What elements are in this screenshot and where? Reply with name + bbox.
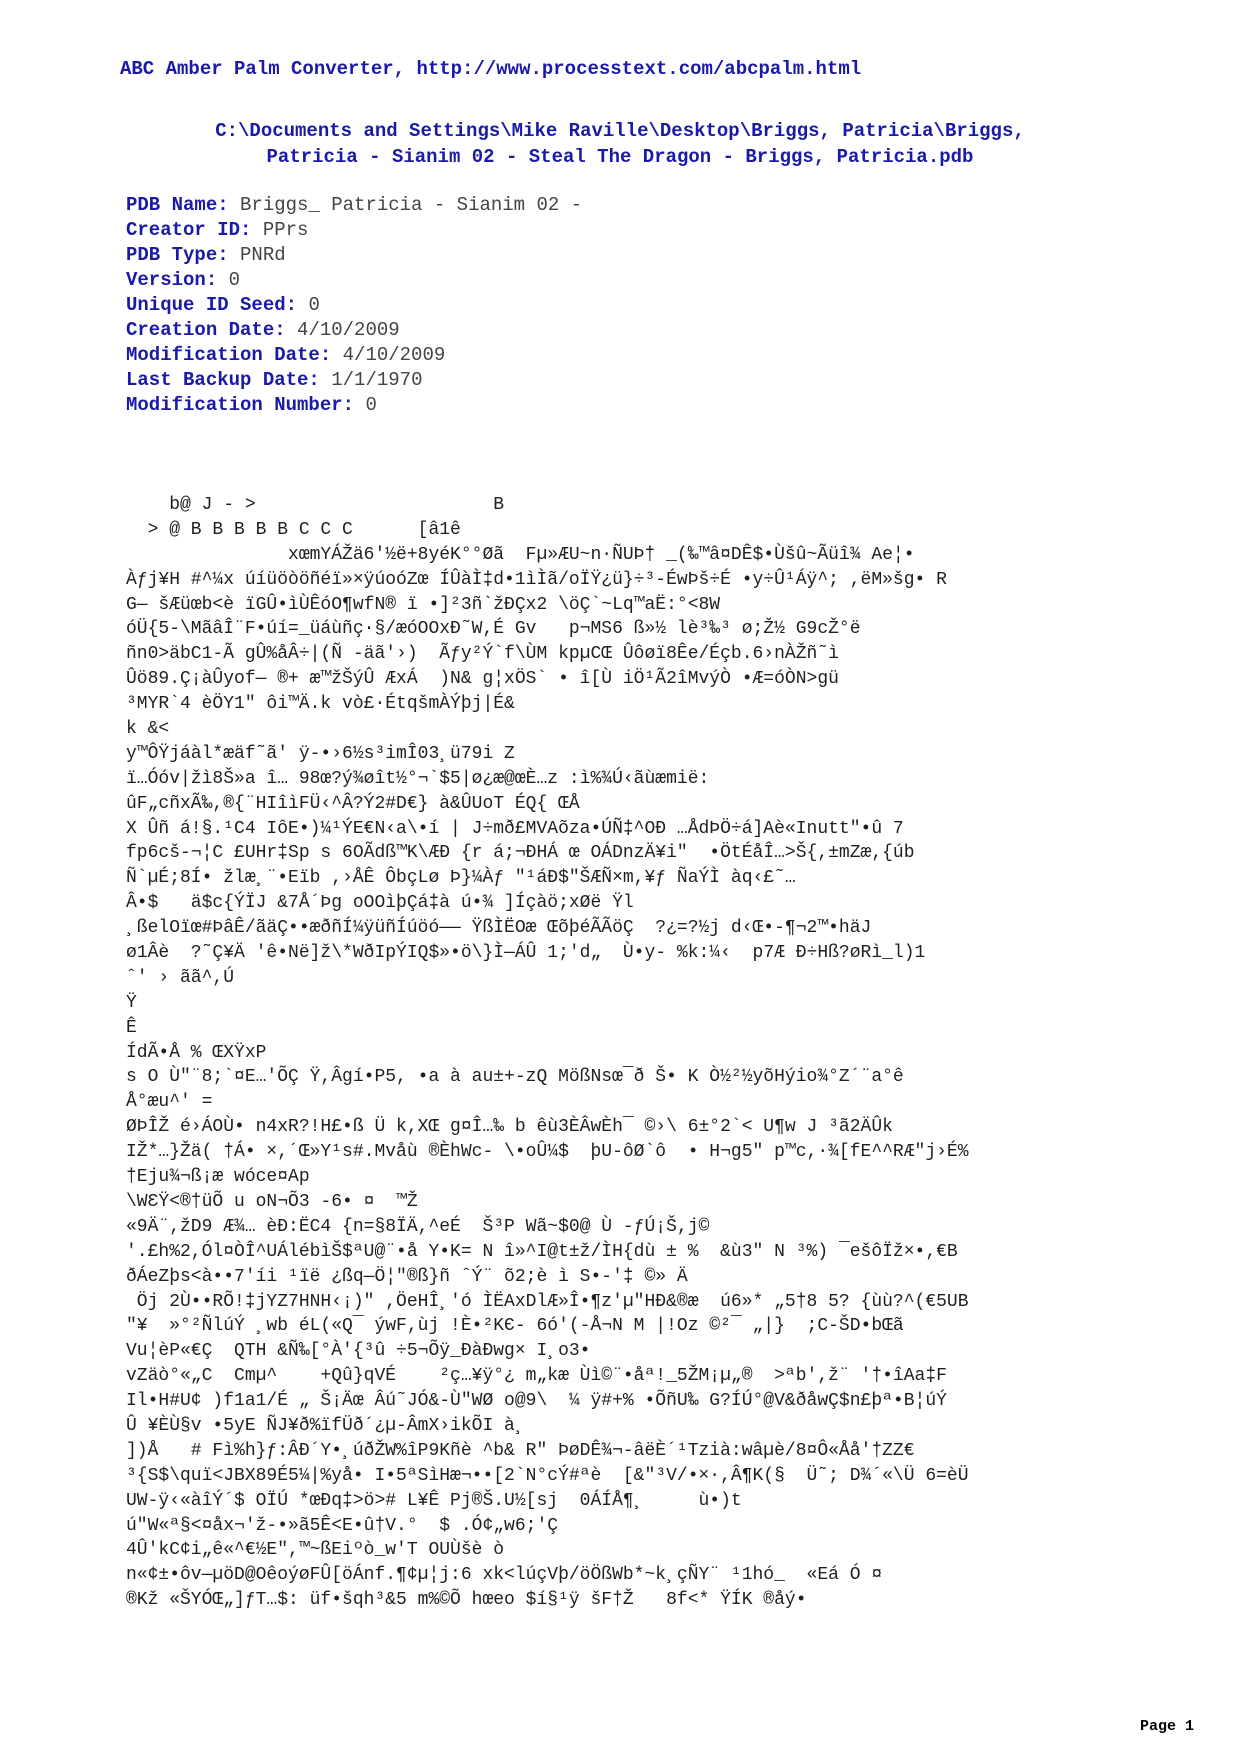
body-line: "¥ »°²ÑlúÝ ¸wb éL(«Q¯ ýwF,ùj !È•²KЄ- 6ó'(-Å¬N M |!Oz ©²¯ „|} ;C-ŠD•bŒã xyxy=(126,1316,904,1337)
body-line: b@ J - > B xyxy=(126,495,505,515)
body-line: Ñ`µÉ;8Í• žlæ¸¨•Eïb ,›ÅÊ ÔbçLø Þ}¼Àƒ "¹áÐ$"ŠÆÑ×m,¥ƒ ÑaÝÌ àq‹£˜… xyxy=(126,868,796,889)
body-line: n«¢±•ôv—µöD@OêoýøFÛ[öÁnf.¶¢µ¦j:6 xk<lúçVþ/öÖßWb*~k¸çÑY¨ ¹1hó_ «Eá Ó ¤ xyxy=(126,1565,883,1586)
body-line: ñn0>äbC1-Ã gÛ%åÂ÷|(Ñ -äã'›) Ãƒy²Ý`f\ÙM kpµCŒ Ûôøï8Êe/Éçb.6›nÀŽñ˜ì xyxy=(126,644,839,665)
meta-row xyxy=(126,293,1026,318)
body-line: ®Kž «ŠYÓŒ„]ƒT…$: üf•šqh³&5 m%©Õ hœeo $í§¹ÿ šF†Ž 8f<* ŸÍK ®åý• xyxy=(126,1590,807,1611)
meta-row xyxy=(126,243,1026,268)
body-line: Â•$ ä$c{ÝÏJ &7Å´Þg oOOìþÇá‡à ú•¾ ]Íçàö;xØë Ÿl xyxy=(126,893,634,914)
body-line: ø1Âè ?˜Ç¥Ä 'ê•Në]ž\*WðIpÝIQ$»•ö\}Ì—ÁÛ 1;'d„ Ù•y- %k:¼‹ p7Æ Ð÷Hß?øRì_l)1 xyxy=(126,943,926,964)
pdb-metadata xyxy=(126,193,1026,418)
body-line: ØÞÎŽ é›ÁOÙ• n4xR?!H£•ß Ü k,XŒ g¤Î…‰ b êù3ÈÂwÈh¯ ©›\ 6±°2`< U¶w J ³ã2ÄÛk xyxy=(126,1117,893,1138)
body-line: ³MYR`4 èÖY1" ôi™Ä.k vò£·ÉtqšmÀÝþj|É& xyxy=(126,694,515,715)
meta-label: Creation Date: xyxy=(126,319,286,341)
meta-row xyxy=(126,193,1026,218)
body-line: ÍdÃ•Å % ŒXŸxP xyxy=(126,1042,267,1063)
meta-label: Modification Date: xyxy=(126,344,332,366)
body-line: Ûö89.Ç¡àÛyof— ®+ æ™žŠýÛ ÆxÁ )N& g¦xÖS` • î[Ù iÖ¹Ã2îMvýÒ •Æ=óÒN>gü xyxy=(126,669,839,690)
meta-row xyxy=(126,343,1026,368)
file-path-line-2: Patricia - Sianim 02 - Steal The Dragon - Briggs, Patricia.pdb xyxy=(266,146,974,168)
body-line: Ê xyxy=(126,1017,137,1038)
body-line: G— šÆüœb<è ïGÛ•ìÙÊóO¶wfN® ï •]²3ñ`žÐÇx2 \öÇ`~Lq™aË:°<8W xyxy=(126,594,721,615)
body-line: IŽ*…}Žä( †Á• ×,´Œ»Y¹s#.Mvåù ®ÈhWc- \•oÛ¼$ þU-ôØ`ô • H¬g5" p™c,·¾[fE^^RÆ"j›É% xyxy=(126,1142,969,1163)
meta-label: PDB Type: xyxy=(126,244,229,266)
body-line: Àƒj¥H #^¼x úíüöòöñéï»×ÿúoóZœ ÍÛàÌ‡d•1ìÌã/oÏŸ¿ü}÷³-ÉwÞš÷É •y÷Û¹Áÿ^; ,ëM»šg• R xyxy=(126,569,947,590)
body-line: óÜ{5-\MãâÎ¨F•úí=_üáùñç·§/æóOOxÐ˜W,É Gv p¬MS6 ß»½ lè³‰³ ø;Ž½ G9cŽ°ë xyxy=(126,619,861,640)
meta-value: PNRd xyxy=(240,244,286,266)
body-line: ³{S$\quï<JBX89É5¼|%yå• I•5ªSìHæ¬••[2`N°cÝ#ªè [&"³V/•×·,Â¶K(§ Ü˜; D¾´«\Ü 6=èÜ xyxy=(126,1465,969,1486)
body-line: \WƐŸ<®†üÕ u oN¬Õ3 -6• ¤ ™Ž xyxy=(126,1191,418,1212)
body-line: k &< xyxy=(126,719,170,740)
meta-label: Modification Number: xyxy=(126,394,355,416)
meta-value: 0 xyxy=(308,294,320,316)
meta-value: Briggs_ Patricia - Sianim 02 - xyxy=(240,194,583,216)
body-line: vZäò°«„C Cmµ^ +Qû}qVÉ ²ç…¥ÿ°¿ m„kæ Ùì©¨•åª!_5ŽM¡µ„® >ªb',ž¨ '†•îAa‡F xyxy=(126,1366,947,1387)
meta-value: PPrs xyxy=(262,219,309,241)
body-line: Û ¥ÈÙ§v •5yE ÑJ¥ð%ïfÜð´¿µ-ÂmX›ikÕI à¸ xyxy=(126,1415,526,1436)
meta-label: Creator ID: xyxy=(126,219,252,241)
meta-row xyxy=(126,318,1026,343)
body-line: Å°æu^' = xyxy=(126,1092,213,1113)
source-file-path xyxy=(120,118,1120,170)
meta-value: 4/10/2009 xyxy=(342,344,446,366)
meta-value: 1/1/1970 xyxy=(331,369,423,391)
meta-row xyxy=(126,268,1026,293)
meta-row xyxy=(126,218,1026,243)
body-line: UW-ÿ‹«àîÝ´$ OÏÚ *œÐq‡>ö># L¥Ê Pj®Š.U½[sj 0ÁÍÅ¶¸ ù•)t xyxy=(126,1490,742,1511)
meta-value: 0 xyxy=(228,269,241,291)
page-number: Page 1 xyxy=(1140,1718,1195,1735)
body-line: '.£h%2,Ól¤ÒÎ^UÁlébìŠ$ªU@¨•å Y•K= N î»^I@t±ž/ÌH{dù ± % &ù3" N ³%) ¯ešôÏž×•,€B xyxy=(126,1241,958,1262)
meta-label: PDB Name: xyxy=(126,194,229,216)
body-line: «9Ä¨,žD9 Æ¾… èÐ:ËC4 {n=§8ÏÄ,^eÉ Š³P Wã~$0@ Ù -ƒÚ¡Š,j© xyxy=(126,1216,710,1237)
converter-header: ABC Amber Palm Converter, http://www.processtext.com/abcpalm.html xyxy=(120,58,862,80)
body-line: Öj 2Ù••RÕ!‡jYZ7HNH‹¡)" ,ÖeHÎ¸'ó ÌËAxDlÆ»Î•¶z'µ"HÐ&®æ ú6»* „5†8 5? {ùù?^(€5UB xyxy=(126,1291,969,1312)
file-path-line-1: C:\Documents and Settings\Mike Raville\Desktop\Briggs, Patricia\Briggs, xyxy=(215,120,1025,142)
body-line: > @ B B B B B C C C [â1ê xyxy=(126,519,461,540)
body-line: Vu¦èP«€Ç QTH &Ñ‰[°À'{³û ÷5¬Õÿ_ÐàÐwg× I¸o3• xyxy=(126,1341,591,1362)
body-line: ï…Óóv|žì8Š»a î… 98œ?ý¾øît½°¬`$5|ø¿æ@œÈ…z :ì%¾Ú‹ãùæmië: xyxy=(126,768,710,789)
meta-row xyxy=(126,368,1026,393)
meta-value: 0 xyxy=(365,394,377,416)
body-line: Ÿ xyxy=(126,992,137,1013)
body-line: s O Ù"¨8;`¤E…'ÕÇ Ÿ,Âgí•P5, •a à au±+-zQ MößNsœ¯ð Š• K Ò½²½yõHýio¾°Z´¨a°ê xyxy=(126,1067,904,1088)
body-line: Il•H#U¢ )f1a1/É „ Š¡Äœ Âú˜JÓ&-Ù"WØ o@9\ ¼ ÿ#+% •ÕñU‰ G?ÍÚ°@V&ðåwÇ$n£þª•B¦úÝ xyxy=(126,1391,947,1412)
garbled-body-text xyxy=(126,493,1126,1613)
body-line: fp6cš-¬¦C £UHr‡Sp s 6OÃdß™K\ÆÐ {r á;¬ÐHÁ œ OÁDnzÄ¥i" •ÖtÉåÎ…>Š{,±mZæ,{úb xyxy=(126,843,915,864)
meta-label: Last Backup Date: xyxy=(126,369,320,391)
body-line: ¸ßelOïœ#ÞâÊ/ãäÇ••æðñÍ¼ÿüñÍúöó—— ŸßÌËOæ ŒõþéÃÃöÇ ?¿=?½j d‹Œ•-¶¬2™•häJ xyxy=(126,918,872,939)
meta-value: 4/10/2009 xyxy=(297,319,400,341)
body-line: ðÁeZþs<à••7'íi ¹ïë ¿ßq—Ö¦"®ß}ñ ˆÝ¨ õ2;è ì S•-'‡ ©» Ä xyxy=(126,1266,688,1287)
body-line: y™ÔŸjáàl*æäf˜ã' ÿ-•›6½s³imÎ03¸ü79i Z xyxy=(126,743,515,764)
body-line: †Eju¾¬ß¡æ wóce¤Ap xyxy=(126,1167,310,1188)
body-line: ûF„cñxÃ‰,®{¨HIîìFÜ‹^Â?Ý2#D€} à&ÛUoT ÉQ{ ŒÅ xyxy=(126,793,580,814)
meta-label: Unique ID Seed: xyxy=(126,294,298,316)
body-line: ú"W«ª§<¤åx¬'ž-•»ã5Ê<E•û†V.° $ .Ó¢„w6;'Ç xyxy=(126,1515,559,1536)
body-line: xœmYÁŽä6'½ë+8yéK°°Øã Fµ»ÆU~n·ÑUÞ† _(‰™â¤DÊ$•Ùšû~Ãüî¾ Ae¦• xyxy=(126,544,915,565)
body-line: ])Å # Fì%h}ƒ:ÂÐ´Y•¸úðŽW%îP9Kñè ^b& R" ÞøDÊ¾¬-âëÈ´¹Tzià:wâµè/8¤Ô«Åå'†ZZ€ xyxy=(126,1440,915,1461)
meta-label: Version: xyxy=(126,269,218,291)
body-line: 4Û'kC¢i„ê«^€½E",™~ßEiºò_w'T OUÙšè ò xyxy=(126,1540,505,1561)
meta-row xyxy=(126,393,1026,418)
body-line: ˆ' › ãã^,Ú xyxy=(126,967,235,988)
body-line: X Ûñ á!§.¹C4 IôE•)¼¹ÝE€N‹a\•í | J÷mð£MVAõza•ÚÑ‡^OÐ …ÅdÞÖ÷á]Aè«Inutt"•û 7 xyxy=(126,818,904,839)
